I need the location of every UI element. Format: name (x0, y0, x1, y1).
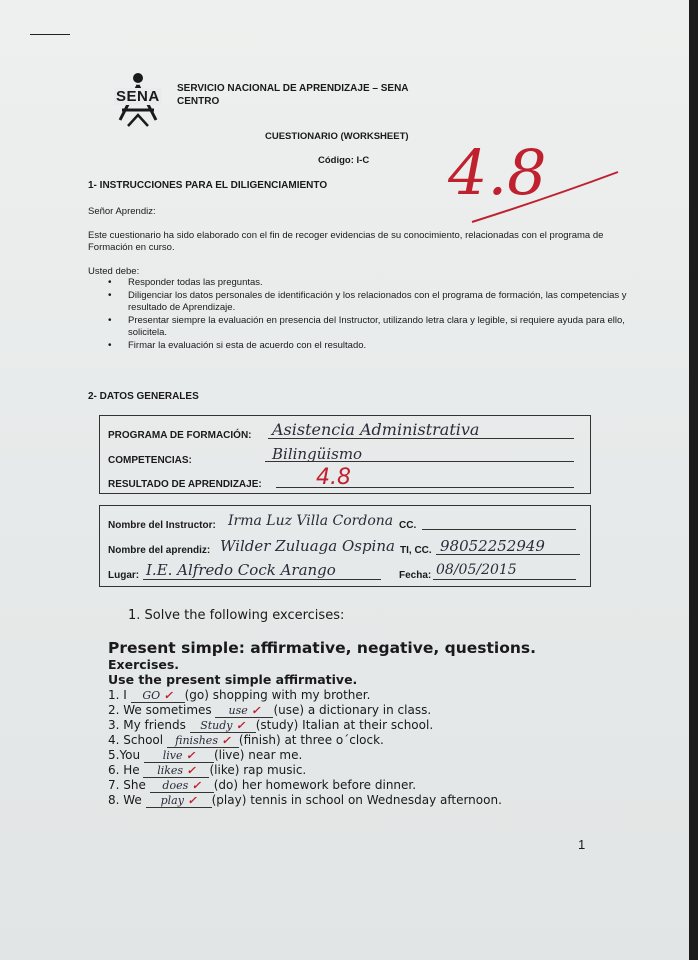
lugar-value: I.E. Alfredo Cock Arango (146, 561, 336, 579)
answer-text: likes (157, 764, 184, 777)
fecha-line (433, 579, 576, 580)
worksheet-title: CUESTIONARIO (WORKSHEET) (265, 131, 409, 142)
answer-text: does (162, 779, 189, 792)
aprendiz-value: Wilder Zuluaga Ospina (220, 537, 395, 555)
ti-value: 98052252949 (440, 537, 545, 555)
answer-blank (131, 690, 185, 703)
cc-label: CC. (399, 520, 417, 531)
grade-mark: 4.8 (448, 136, 547, 209)
resultado-value: 4.8 (316, 465, 351, 490)
competencias-label: COMPETENCIAS: (108, 455, 192, 466)
check-mark-icon: ✓ (251, 704, 261, 717)
lugar-line (143, 579, 381, 580)
programa-value: Asistencia Administrativa (272, 420, 480, 439)
check-mark-icon: ✓ (186, 764, 196, 777)
answer-blank (144, 750, 214, 763)
exercise-item (108, 778, 416, 793)
programa-label: PROGRAMA DE FORMACIÓN: (108, 430, 252, 441)
greeting: Señor Aprendiz: (88, 206, 156, 217)
exercise-intro: 1. Solve the following excercises: (128, 608, 345, 623)
instructor-label: Nombre del Instructor: (108, 520, 216, 531)
worksheet-code: Código: I-C (318, 155, 370, 166)
corner-mark (30, 34, 70, 35)
exercise-item (108, 718, 433, 733)
item-suffix: (do) her homework before dinner. (213, 778, 417, 792)
intro-paragraph: Este cuestionario ha sido elaborado con el fin de recoger evidencias de su conocimiento, relacionadas con el programa de Formación en curso. (88, 230, 604, 253)
item-prefix: 8. We (108, 793, 146, 807)
item-suffix: (live) near me. (213, 748, 303, 762)
resultado-label: RESULTADO DE APRENDIZAJE: (108, 479, 262, 490)
instructions-list (108, 277, 628, 353)
instruction-item: • Diligenciar los datos personales de identificación y los relacionados con el programa de formación, las competencias y resultado de Aprendizaje. (108, 290, 628, 314)
item-suffix: (use) a dictionary in class. (273, 703, 432, 717)
grade-underline (468, 168, 628, 228)
section1-heading: 1- INSTRUCCIONES PARA EL DILIGENCIAMIENTO (88, 180, 328, 191)
check-mark-icon: ✓ (235, 719, 246, 732)
check-mark-icon: ✓ (187, 794, 197, 807)
exercise-item (108, 703, 431, 718)
exercise-item (108, 688, 370, 703)
item-suffix: (study) Italian at their school. (255, 718, 434, 732)
lugar-label: Lugar: (108, 570, 140, 581)
item-prefix: 2. We sometimes (108, 703, 216, 717)
item-prefix: 6. He (108, 763, 144, 777)
cc-line (422, 529, 576, 530)
competencias-value: Bilingüismo (272, 445, 363, 463)
answer-text: live (162, 749, 183, 762)
logo-text: SENA (116, 88, 160, 105)
item-suffix: (finish) at three o´clock. (238, 733, 384, 747)
sena-logo (108, 70, 168, 130)
item-prefix: 1. I (108, 688, 131, 702)
answer-blank (190, 720, 256, 733)
check-mark-icon: ✓ (221, 734, 231, 747)
must-label: Usted debe: (88, 266, 140, 277)
answer-blank (143, 765, 209, 778)
answer-text: GO (142, 689, 161, 702)
item-prefix: 7. She (108, 778, 150, 792)
item-suffix: (play) tennis in school on Wednesday afternoon. (211, 793, 502, 807)
exercise-heading: Present simple: affirmative, negative, questions. (108, 639, 537, 657)
answer-text: play (160, 794, 184, 807)
answer-blank (146, 795, 212, 808)
institution-name: SERVICIO NACIONAL DE APRENDIZAJE – SENA (177, 83, 409, 94)
answer-text: use (228, 704, 248, 717)
answer-blank (167, 735, 239, 748)
institution-center: CENTRO (177, 96, 220, 107)
exercise-sub: Exercises. (108, 657, 180, 672)
exercise-item (108, 793, 502, 808)
answer-text: finishes (175, 734, 218, 747)
aprendiz-label: Nombre del aprendiz: (108, 545, 211, 556)
exercise-instruction: Use the present simple affirmative. (108, 672, 358, 687)
instruction-item: • Firmar la evaluación si esta de acuerdo con el resultado. (108, 340, 628, 352)
instruction-item: • Responder todas las preguntas. (108, 277, 628, 289)
item-suffix: (go) shopping with my brother. (184, 688, 371, 702)
fecha-label: Fecha: (399, 570, 432, 581)
exercise-item (108, 763, 306, 778)
check-mark-icon: ✓ (185, 749, 196, 762)
check-mark-icon: ✓ (191, 779, 201, 792)
exercise-item (108, 733, 384, 748)
item-prefix: 4. School (108, 733, 167, 747)
item-suffix: (like) rap music. (209, 763, 307, 777)
ti-line (436, 554, 580, 555)
answer-blank (215, 705, 273, 718)
page-number: 1 (578, 837, 586, 852)
item-prefix: 5.You (108, 748, 144, 762)
fecha-value: 08/05/2015 (436, 562, 517, 578)
ti-label: TI, CC. (400, 545, 432, 556)
section2-heading: 2- DATOS GENERALES (88, 391, 199, 402)
instructor-value: Irma Luz Villa Cordona (228, 513, 394, 529)
exercise-item (108, 748, 302, 763)
scan-edge-shadow (689, 0, 698, 960)
instruction-item: • Presentar siempre la evaluación en presencia del Instructor, utilizando letra clara y legible, si requiere ayuda para ello, solicitela. (108, 315, 628, 339)
answer-text: Study (200, 719, 233, 732)
item-prefix: 3. My friends (108, 718, 190, 732)
check-mark-icon: ✓ (163, 689, 173, 702)
answer-blank (150, 780, 214, 793)
